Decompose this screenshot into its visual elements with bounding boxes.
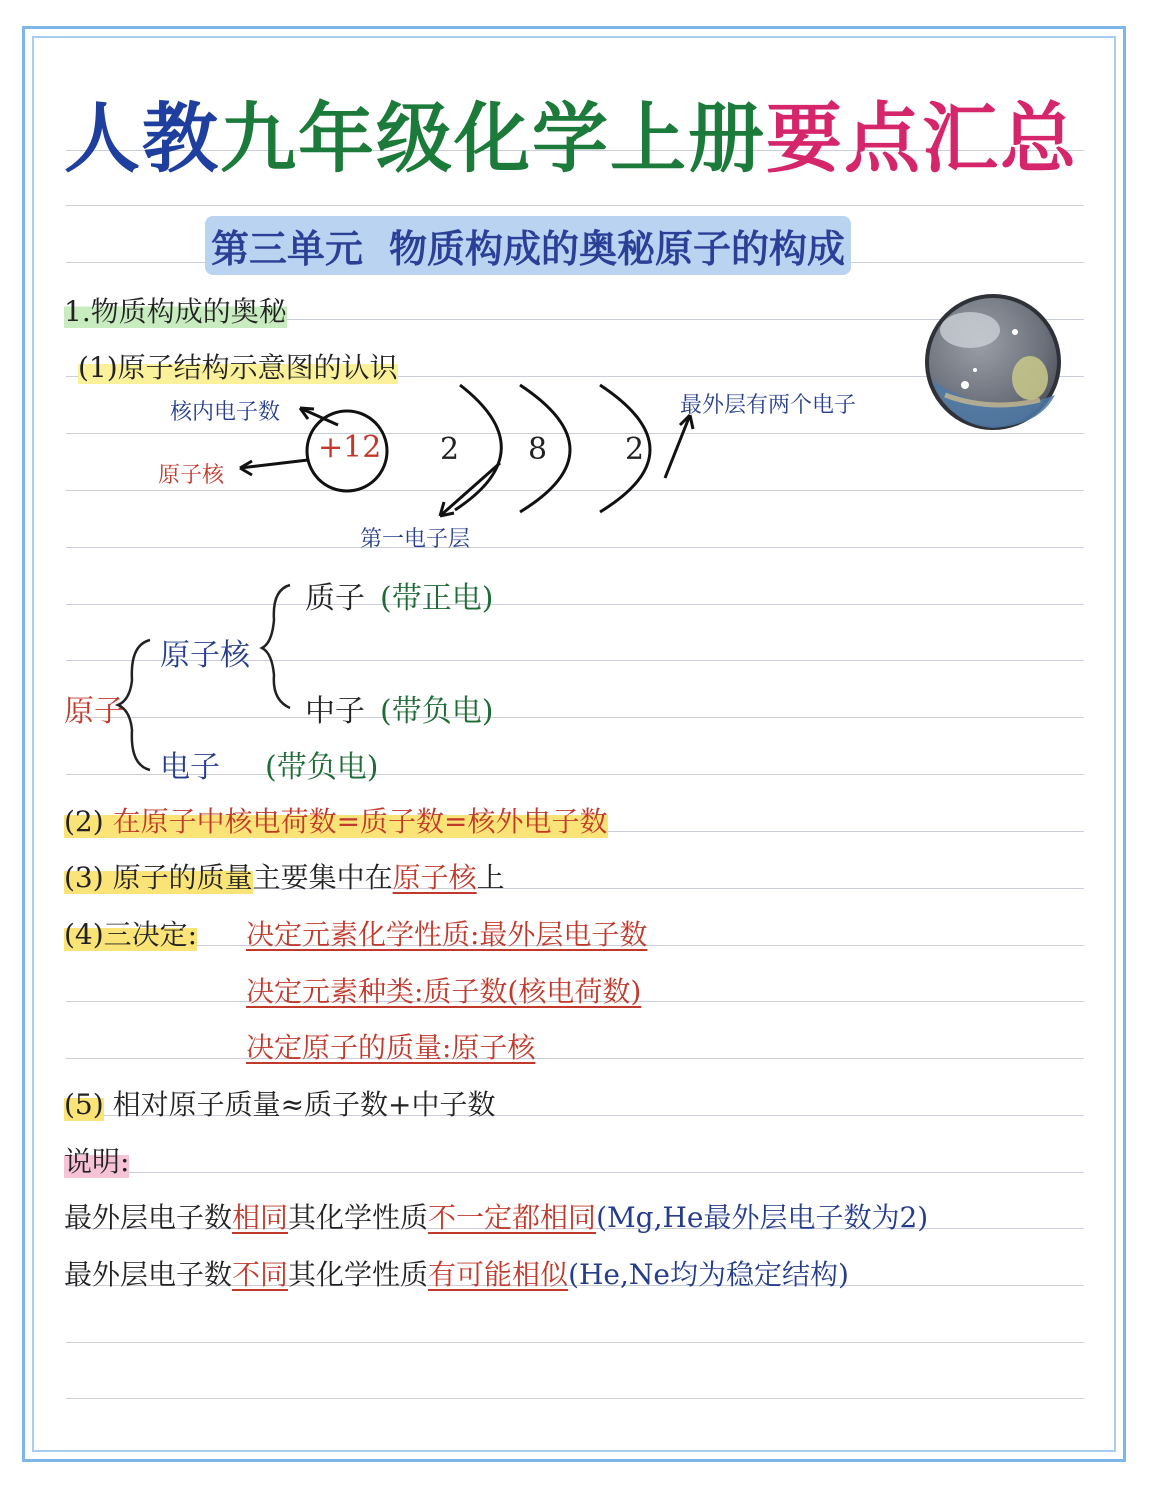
tree-neutron-charge: (带负电) xyxy=(380,694,494,729)
label-nucleus: 原子核 xyxy=(158,463,225,488)
section-title: 1.物质构成的奥秘 xyxy=(64,295,287,328)
note-2 xyxy=(64,1253,849,1293)
tree-atom: 原子 xyxy=(64,694,124,729)
ruled-line xyxy=(66,547,1084,548)
point-3 xyxy=(64,856,505,896)
note-1-a: 最外层电子数 xyxy=(64,1201,233,1234)
ruled-line xyxy=(66,1342,1084,1343)
point-4-item-1: 决定元素化学性质:最外层电子数 xyxy=(246,918,648,951)
point-5-text: 相对原子质量≈质子数+中子数 xyxy=(112,1088,496,1121)
note-2-a: 最外层电子数 xyxy=(64,1258,233,1291)
note-2-d: 有可能相似 xyxy=(428,1258,569,1291)
title-part-3: 要点汇总 xyxy=(766,94,1078,183)
shell-2-count: 8 xyxy=(528,432,548,467)
subsection-heading xyxy=(78,346,398,386)
note-2-e: (He,Ne均为稳定结构) xyxy=(568,1258,849,1291)
title-part-2: 九年级化学上册 xyxy=(220,94,766,183)
shell-1-count: 2 xyxy=(440,432,460,467)
point-4-label: (4)三决定: xyxy=(64,918,198,951)
point-4-item-3: 决定原子的质量:原子核 xyxy=(246,1031,536,1064)
note-1-e: (Mg,He最外层电子数为2) xyxy=(596,1201,929,1234)
note-1-d: 不一定都相同 xyxy=(428,1201,597,1234)
note-1 xyxy=(64,1196,928,1236)
tree-electron: 电子 xyxy=(160,750,220,785)
ruled-line xyxy=(66,604,1084,605)
shell-3-count: 2 xyxy=(625,432,645,467)
tree-proton: 质子 xyxy=(305,581,365,616)
point-2 xyxy=(64,800,608,840)
point-3-text-4: 上 xyxy=(476,861,505,894)
unit-topic: 物质构成的奥秘原子的构成 xyxy=(389,227,846,271)
subsection-title: (1)原子结构示意图的认识 xyxy=(78,351,398,384)
title-part-1: 人教 xyxy=(64,94,220,183)
point-3-text-2: 主要集中在 xyxy=(252,861,393,894)
tree-electron-charge: (带负电) xyxy=(265,750,379,785)
point-3-label: (3) xyxy=(64,861,104,894)
page-title xyxy=(64,78,1078,187)
ruled-line xyxy=(66,433,1084,434)
ruled-line xyxy=(66,1172,1084,1173)
label-first-shell: 第一电子层 xyxy=(360,527,471,552)
label-protons: 核内电子数 xyxy=(170,400,281,425)
label-outer-shell: 最外层有两个电子 xyxy=(680,393,857,418)
unit-heading xyxy=(205,216,851,275)
point-4-item-2: 决定元素种类:质子数(核电荷数) xyxy=(246,975,642,1008)
note-label-wrap xyxy=(64,1140,129,1180)
note-2-b: 不同 xyxy=(232,1258,289,1291)
point-2-label: (2) xyxy=(64,805,104,838)
note-1-c: 其化学性质 xyxy=(288,1201,429,1234)
ruled-line xyxy=(66,1398,1084,1399)
unit-number: 第三单元 xyxy=(211,227,364,271)
point-4-label-wrap xyxy=(64,913,197,953)
note-1-b: 相同 xyxy=(232,1201,289,1234)
section-heading xyxy=(64,290,287,330)
point-3-text-1: 原子的质量 xyxy=(112,861,253,894)
nucleus-charge: +12 xyxy=(318,430,382,465)
ruled-line xyxy=(66,490,1084,491)
point-5 xyxy=(64,1083,496,1123)
tree-proton-charge: (带正电) xyxy=(380,581,494,616)
tree-neutron: 中子 xyxy=(305,694,365,729)
note-2-c: 其化学性质 xyxy=(288,1258,429,1291)
ruled-line xyxy=(66,205,1084,206)
ruled-line xyxy=(66,717,1084,718)
note-label: 说明: xyxy=(64,1145,130,1178)
point-2-text: 在原子中核电荷数=质子数=核外电子数 xyxy=(112,805,608,838)
point-5-label: (5) xyxy=(64,1088,104,1121)
point-3-text-3: 原子核 xyxy=(392,861,477,894)
ruled-line xyxy=(66,1058,1084,1059)
tree-nucleus: 原子核 xyxy=(160,638,250,673)
